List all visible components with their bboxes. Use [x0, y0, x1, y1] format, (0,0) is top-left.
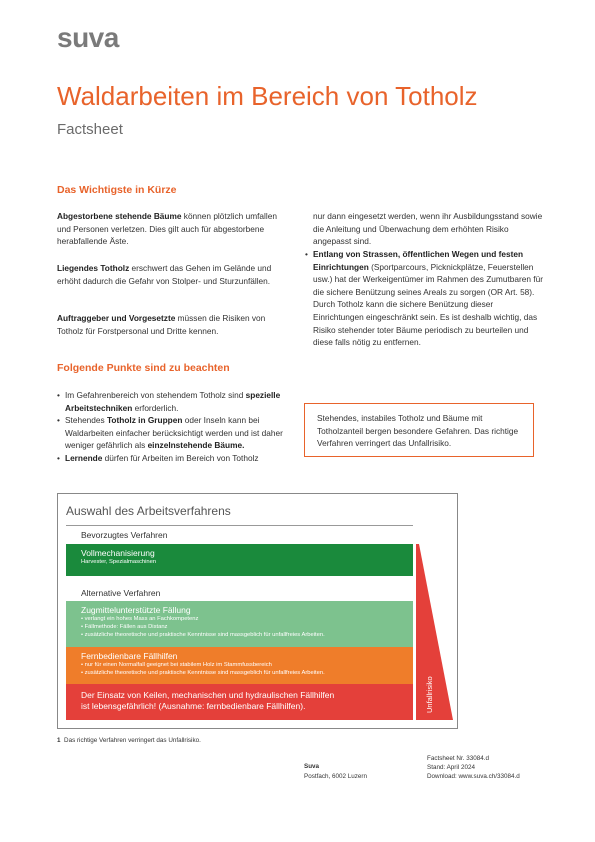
- point-4-bold: Entlang von Strassen, öffentlichen Wegen und festen Einrichtungen: [313, 249, 524, 272]
- diagram-title: Auswahl des Arbeitsverfahrens: [66, 504, 231, 518]
- points-list: [57, 389, 289, 465]
- summary-2-bold: Liegendes Totholz: [57, 263, 130, 273]
- footer-download-link[interactable]: Download: www.suva.ch/33084.d: [427, 773, 520, 780]
- band-1-title: Vollmechanisierung: [81, 548, 155, 558]
- summary-3-bold: Auftraggeber und Vorgesetzte: [57, 313, 176, 323]
- points-list-2: [305, 248, 545, 349]
- section-heading-points: Folgende Punkte sind zu beachten: [57, 362, 230, 374]
- summary-3-text: müssen die Risiken von Totholz für Forstpersonal und Dritte kennen.: [57, 313, 266, 336]
- preferred-label: Bevorzugtes Verfahren: [81, 530, 168, 540]
- footer-date: Stand: April 2024: [427, 764, 475, 771]
- list-item: [57, 389, 289, 414]
- list-item: [57, 452, 289, 465]
- band-3-line-1: • nur für einen Normalfall geeignet bei stabilem Holz im Stammfussbereich: [81, 662, 272, 668]
- summary-paragraph-2: [57, 262, 289, 287]
- band-2-line-1: • verlangt ein hohes Mass an Fachkompetenz: [81, 616, 199, 622]
- summary-1-bold: Abgestorbene stehende Bäume: [57, 211, 182, 221]
- point-3-text: dürfen für Arbeiten im Bereich von Totholz: [102, 452, 259, 463]
- footnote-text: Das richtige Verfahren verringert das Unfallrisiko.: [64, 737, 201, 744]
- summary-paragraph-3: [57, 312, 289, 337]
- band-2-title: Zugmittelunterstützte Fällung: [81, 605, 191, 615]
- band-4-line-2: ist lebensgefährlich! (Ausnahme: fernbedienbare Fällhilfen).: [81, 701, 306, 711]
- section-heading-summary: Das Wichtigste in Kürze: [57, 184, 177, 196]
- alternative-label: Alternative Verfahren: [81, 588, 161, 598]
- footer-org: Suva: [304, 763, 320, 770]
- list-item: [305, 248, 545, 349]
- summary-2-text: erschwert das Gehen im Gelände und erhöht dadurch die Gefahr von Stolper- und Sturzunfällen.: [57, 263, 272, 286]
- summary-1-text: können plötzlich umfallen und Personen verletzen. Dies gilt auch für abgestorbene herabfallende Äste.: [57, 211, 277, 247]
- band-danger-warning: [66, 684, 413, 720]
- page-title: Waldarbeiten im Bereich von Totholz: [57, 81, 478, 111]
- point-2-mid: oder Inseln kann bei Waldarbeiten einfacher berücksichtigt werden und ist daher weniger gefährlich als: [65, 415, 283, 451]
- footnote: [57, 737, 201, 744]
- page-subtitle: Factsheet: [57, 121, 123, 138]
- suva-logo: suva: [57, 22, 119, 53]
- band-3-line-2: • zusätzliche theoretische und praktische Kenntnisse sind massgeblich für unfallfreies Arbeiten.: [81, 670, 325, 677]
- point-2-text: Stehendes: [65, 415, 107, 426]
- band-pull-assisted-felling: [66, 601, 413, 647]
- band-full-mechanization: [66, 544, 413, 576]
- point-2-bold-2: einzelnstehende Bäume.: [147, 440, 245, 451]
- risk-triangle-icon: [416, 544, 454, 722]
- summary-paragraph-1: [57, 210, 289, 248]
- points-continued: nur dann eingesetzt werden, wenn ihr Ausbildungsstand sowie die Anleitung und Überwachung dem erhöhten Risiko angepasst sind.: [313, 211, 543, 247]
- point-4-text: (Sportparcours, Picknickplätze, Feuerstellen usw.) hat der Werkeigentümer im Rahmen des Zumutbaren für die sichere Benützung seines Areals zu sorgen (OR Art. 58). Durch Totholz kann die sichere Benützung dieser Einrichtungen eingeschränkt sein. Es ist deshalb wichtig, das Risiko stehender toter Bäume periodisch zu beurteilen und diese falls nötig zu entfernen.: [313, 261, 543, 348]
- band-2-line-3: • zusätzliche theoretische und praktische Kenntnisse sind massgeblich für unfallfreies Arbeiten.: [81, 632, 325, 639]
- band-4-line-1: Der Einsatz von Keilen, mechanischen und hydraulischen Fällhilfen: [81, 690, 335, 700]
- footnote-number: 1: [57, 737, 61, 744]
- diagram-divider: [66, 525, 413, 526]
- band-1-line-1: Harvester, Spezialmaschinen: [81, 559, 157, 565]
- note-box: [304, 403, 534, 457]
- band-3-title: Fernbedienbare Fällhilfen: [81, 651, 178, 661]
- point-2-bold: Totholz in Gruppen: [106, 415, 183, 426]
- footer-address: Postfach, 6002 Luzern: [304, 773, 368, 780]
- point-1-text: Im Gefahrenbereich von stehendem Totholz sind: [65, 390, 246, 400]
- point-1-end: erforderlich.: [132, 402, 179, 413]
- list-item: [57, 414, 289, 452]
- band-remote-felling-aids: [66, 647, 413, 684]
- point-1-bold: spezielle Arbeitstechniken: [65, 390, 281, 413]
- risk-label: Unfallrisiko: [425, 676, 434, 713]
- point-3-bold: Lernende: [65, 452, 103, 463]
- band-2-line-2: • Fällmethode: Fällen aus Distanz: [81, 624, 168, 631]
- note-text: Stehendes, instabiles Totholz und Bäume mit Totholzanteil bergen besondere Gefahren. Das richtige Verfahren verringert das Unfallrisiko.: [317, 413, 519, 449]
- footer-factsheet-number: Factsheet Nr. 33084.d: [427, 755, 489, 762]
